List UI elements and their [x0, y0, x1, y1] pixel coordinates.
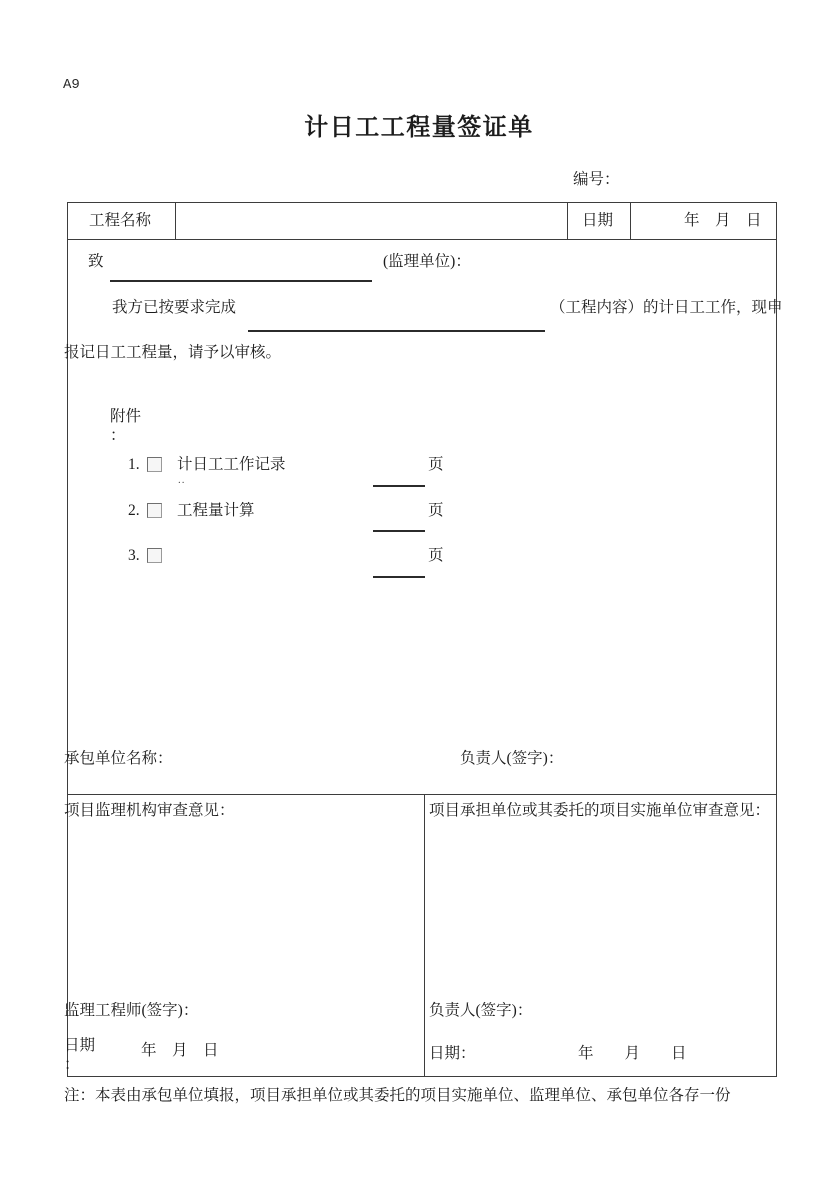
attachment-1-checkbox[interactable]: [147, 457, 162, 472]
form-number-label: 编号：: [573, 171, 620, 188]
contractor-name-label: 承包单位名称：: [64, 750, 173, 767]
form-code: A9: [63, 77, 80, 93]
attachments-label: 附件: [110, 408, 142, 425]
supervisor-sign-label: 监理工程师(签字)：: [64, 1002, 199, 1019]
implementer-opinion-area[interactable]: [429, 824, 774, 994]
form-title: 计日工工程量签证单: [304, 115, 534, 141]
col-divider-project-label: [175, 202, 176, 240]
attachment-3-number: 3.: [128, 547, 140, 564]
contractor-head-sign-label: 负责人(签字)：: [460, 750, 564, 767]
completed-suffix-label: （工程内容）的计日工工作，现申: [550, 299, 783, 316]
table-row1-divider: [67, 239, 777, 240]
attachment-2-label: 工程量计算: [177, 502, 255, 519]
attachment-1-label: 计日工工作记录: [177, 456, 286, 473]
attachment-1-subdots: ..: [178, 474, 186, 486]
attachment-3-checkbox[interactable]: [147, 548, 162, 563]
left-date-label: 日期: [64, 1037, 96, 1054]
attachment-1-unit: 页: [428, 456, 444, 473]
attachment-1-pages-line[interactable]: [373, 456, 425, 487]
project-name-label: 工程名称: [89, 212, 152, 229]
right-head-sign-label: 负责人(签字)：: [429, 1002, 533, 1019]
attachment-2-unit: 页: [428, 502, 444, 519]
form-number-value[interactable]: [620, 170, 777, 189]
supervision-opinion-area[interactable]: [68, 824, 420, 994]
left-date-label-colon: ：: [64, 1056, 80, 1073]
attachment-2-number: 2.: [128, 502, 140, 519]
implementer-opinion-label: 项目承担单位或其委托的项目实施单位审查意见：: [429, 802, 771, 819]
completed-wrap-label: 报记日工工程量，请予以审核。: [64, 344, 282, 361]
to-label: 致: [88, 253, 104, 270]
left-date-value: 年 月 日: [141, 1042, 219, 1059]
col-divider-date-value: [630, 202, 631, 240]
right-date-label: 日期：: [429, 1045, 476, 1062]
to-blank-line[interactable]: [110, 253, 372, 282]
project-name-value[interactable]: [177, 203, 565, 238]
attachments-label-colon: ：: [110, 427, 126, 444]
attachment-3-unit: 页: [428, 547, 444, 564]
footer-note: 注：本表由承包单位填报，项目承担单位或其委托的项目实施单位、监理单位、承包单位各存一份: [64, 1087, 731, 1104]
col-divider-date-label: [567, 202, 568, 240]
table-row2-divider: [67, 794, 777, 795]
attachment-2-checkbox[interactable]: [147, 503, 162, 518]
completed-prefix-label: 我方已按要求完成: [112, 299, 237, 316]
attachment-2-pages-line[interactable]: [373, 501, 425, 532]
to-suffix-label: (监理单位)：: [383, 253, 471, 270]
date-label: 日期: [582, 212, 614, 229]
date-value: 年 月 日: [684, 212, 762, 229]
content-blank-line[interactable]: [248, 299, 545, 332]
attachment-3-pages-line[interactable]: [373, 547, 425, 578]
contractor-name-value[interactable]: [180, 749, 420, 768]
right-date-value: 年 月 日: [578, 1045, 687, 1062]
review-cells-divider: [424, 794, 425, 1077]
supervision-opinion-label: 项目监理机构审查意见：: [64, 802, 235, 819]
attachment-1-number: 1.: [128, 456, 140, 473]
